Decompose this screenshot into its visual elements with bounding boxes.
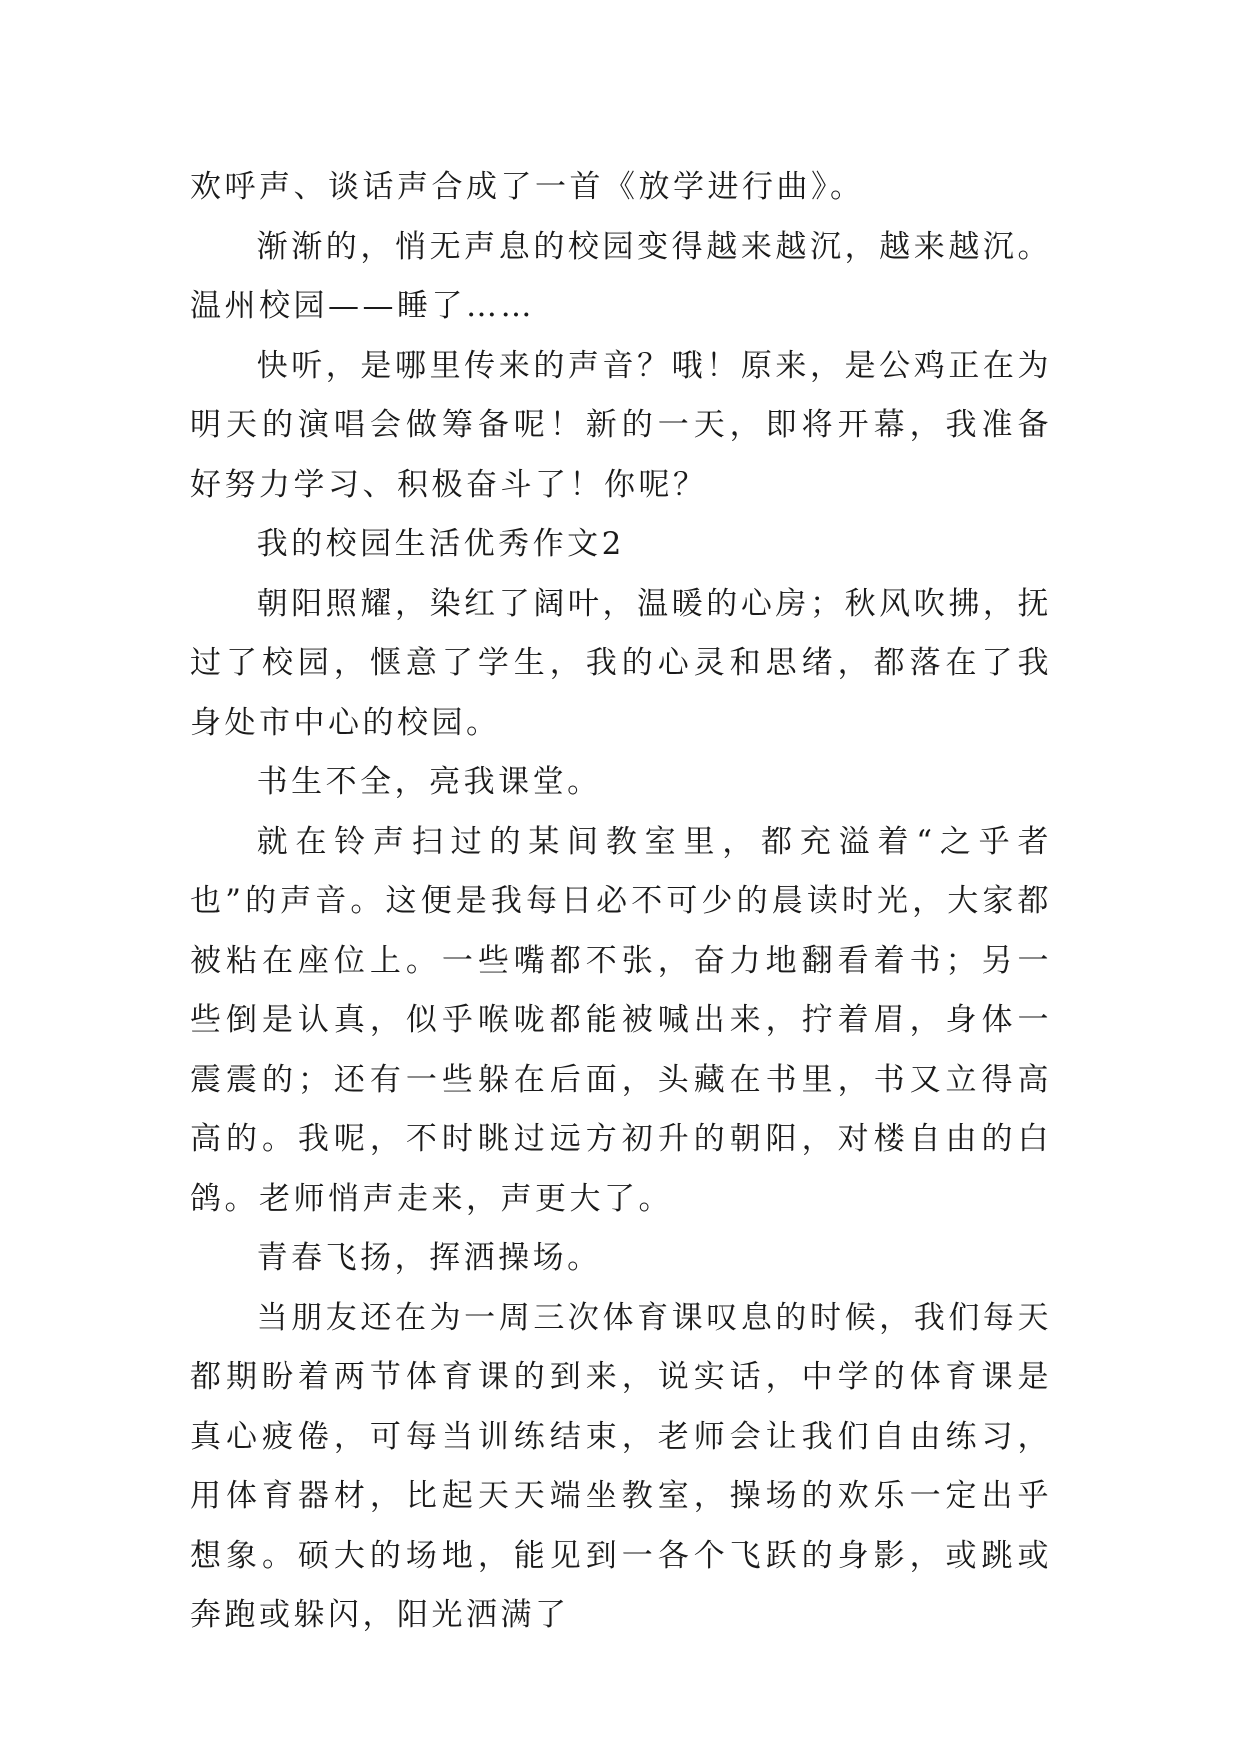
paragraph-morning-reading: 就在铃声扫过的某间教室里，都充溢着“之乎者也”的声音。这便是我每日必不可少的晨读时光，大家都被粘在座位上。一些嘴都不张，奋力地翻看着书；另一些倒是认真，似乎喉咙都能被喊出来，拧着眉，身体一震震的；还有一些躲在后面，头藏在书里，书又立得高高的。我呢，不时眺过远方初升的朝阳，对楼自由的白鸽。老师悄声走来，声更大了。 (190, 823, 1052, 1217)
section-heading-playground: 青春飞扬，挥洒操场。 (256, 1240, 602, 1276)
essay-body (190, 158, 1052, 1646)
paragraph-pe-class: 当朋友还在为一周三次体育课叹息的时候，我们每天都期盼着两节体育课的到来，说实话，中学的体育课是真心疲倦，可每当训练结束，老师会让我们自由练习，用体育器材，比起天天端坐教室，操场的欢乐一定出乎想象。硕大的场地，能见到一各个飞跃的身影，或跳或奔跑或躲闪，阳光洒满了 (190, 1299, 1052, 1633)
paragraph-campus-sleeps: 渐渐的，悄无声息的校园变得越来越沉，越来越沉。温州校园——睡了…… (190, 228, 1052, 324)
paragraph-continuation: 欢呼声、谈话声合成了一首《放学进行曲》。 (190, 169, 865, 205)
section-heading-classroom: 书生不全，亮我课堂。 (256, 764, 602, 800)
essay-subtitle: 我的校园生活优秀作文2 (256, 526, 625, 562)
paragraph-rooster: 快听，是哪里传来的声音？哦！原来，是公鸡正在为明天的演唱会做筹备呢！新的一天，即将开幕，我准备好努力学习、积极奋斗了！你呢？ (190, 347, 1052, 503)
paragraph-morning-sun: 朝阳照耀，染红了阔叶，温暖的心房；秋风吹拂，抚过了校园，惬意了学生，我的心灵和思绪，都落在了我身处市中心的校园。 (190, 585, 1052, 741)
